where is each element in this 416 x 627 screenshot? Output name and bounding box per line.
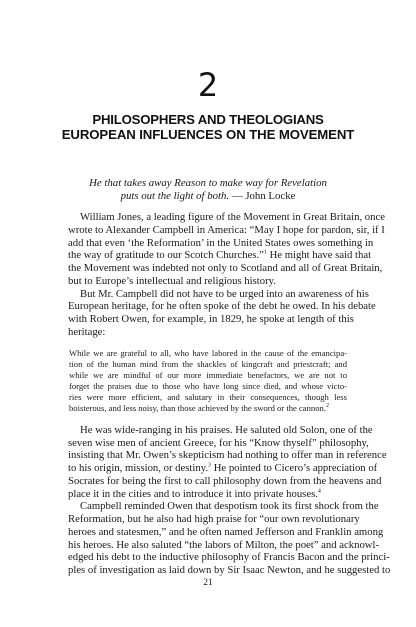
quote-line: tion of the human mind from the shackles of kingcraft and priestcraft; and: [69, 358, 347, 369]
body-text: [68, 211, 391, 577]
text-line: edged his debt to the inductive philosophy of Francis Bacon and the princi-: [68, 551, 390, 564]
footnote-marker: 2: [325, 402, 329, 409]
epigraph-line: [0, 190, 416, 203]
quote-line: [69, 403, 347, 414]
epigraph: [0, 177, 416, 203]
text-line: But Mr. Campbell did not have to be urged into an awareness of his: [80, 287, 369, 300]
epigraph-text: puts out the light of both.: [120, 190, 230, 202]
quote-line: While we are grateful to all, who have labored in the cause of the emancipa-: [69, 347, 347, 358]
text-line: William Jones, a leading figure of the Movement in Great Britain, once: [80, 211, 385, 223]
epigraph-attribution: — John Locke: [229, 190, 296, 202]
paragraph: [68, 500, 391, 577]
text-line: but to Europe’s intellectual and religious history.: [68, 274, 276, 287]
footnote-marker: 1: [263, 249, 267, 256]
text-span: He might have said that: [266, 249, 372, 262]
text-line: He was wide-ranging in his praises. He saluted old Solon, one of the: [80, 423, 373, 436]
quote-line: while we are mindful of our more immediate benefactors, we are not to: [69, 369, 347, 380]
quote-line: ries were more efficient, and salutary in their consequences, though less: [69, 391, 347, 402]
text-line: seven wise men of ancient Greece, for his “Know thyself” philosophy,: [68, 436, 369, 449]
text-line: add that even ‘the Reformation’ in the United States owes something in: [68, 236, 374, 249]
text-line: insisting that Mr. Owen’s skepticism had nothing to offer man in reference: [68, 449, 387, 462]
footnote-marker: 3: [208, 462, 212, 469]
text-line: Socrates for being the first to call philosophy down from the heavens and: [68, 474, 382, 487]
text-line: Campbell reminded Owen that despotism took its first shock from the: [80, 500, 379, 513]
text-line: [68, 249, 372, 262]
page-number: 21: [203, 578, 213, 588]
epigraph-line: He that takes away Reason to make way for Revelation: [89, 177, 327, 189]
paragraph: [68, 211, 385, 288]
text-line: with Robert Owen, for example, in 1829, he spoke at length of this: [68, 313, 354, 325]
block-quote: [68, 348, 348, 414]
paragraph: [68, 287, 376, 339]
text-line: heroes and statesmen,” and he often named Jefferson and Franklin among: [68, 525, 384, 538]
text-line: [68, 488, 348, 501]
text-span: the way of gratitude to our Scotch Churches.”: [68, 249, 264, 262]
paragraph: [68, 423, 387, 501]
text-line: wrote to Alexander Campbell in America: “May I hope for pardon, sir, if I: [68, 223, 385, 236]
text-line: European heritage, for he often spoke of the debt he owed. In his debate: [68, 300, 376, 313]
text-line: [68, 462, 378, 475]
chapter-subtitle: EUROPEAN INFLUENCES ON THE MOVEMENT: [61, 127, 355, 142]
text-span: He pointed to Cicero’s appreciation of: [211, 462, 378, 475]
text-line: Reformation, but he also had high praise for “our own revolutionary: [68, 513, 360, 526]
chapter-title: PHILOSOPHERS AND THEOLOGIANS: [92, 112, 324, 127]
text-span: to his origin, mission, or destiny.: [68, 462, 209, 475]
footnote-marker: 4: [317, 487, 321, 494]
quote-line: forget the praises due to those who have long since died, and whose victo-: [69, 380, 347, 391]
text-line: heritage:: [68, 325, 106, 338]
text-line: ples of investigation as laid down by Sir Isaac Newton, and he suggested to: [68, 564, 391, 577]
text-span: boisterous, and less noisy, than those achieved by the sword or the cannon.: [69, 402, 326, 413]
text-line: the Movement was indebted not only to Scotland and all of Great Britain,: [68, 262, 383, 274]
text-span: place it in the cities and to introduce it into private houses.: [68, 487, 318, 500]
chapter-number: 2: [197, 66, 219, 104]
text-line: his heroes. He also saluted “the labors of Milton, the poet” and acknowl-: [68, 538, 380, 551]
